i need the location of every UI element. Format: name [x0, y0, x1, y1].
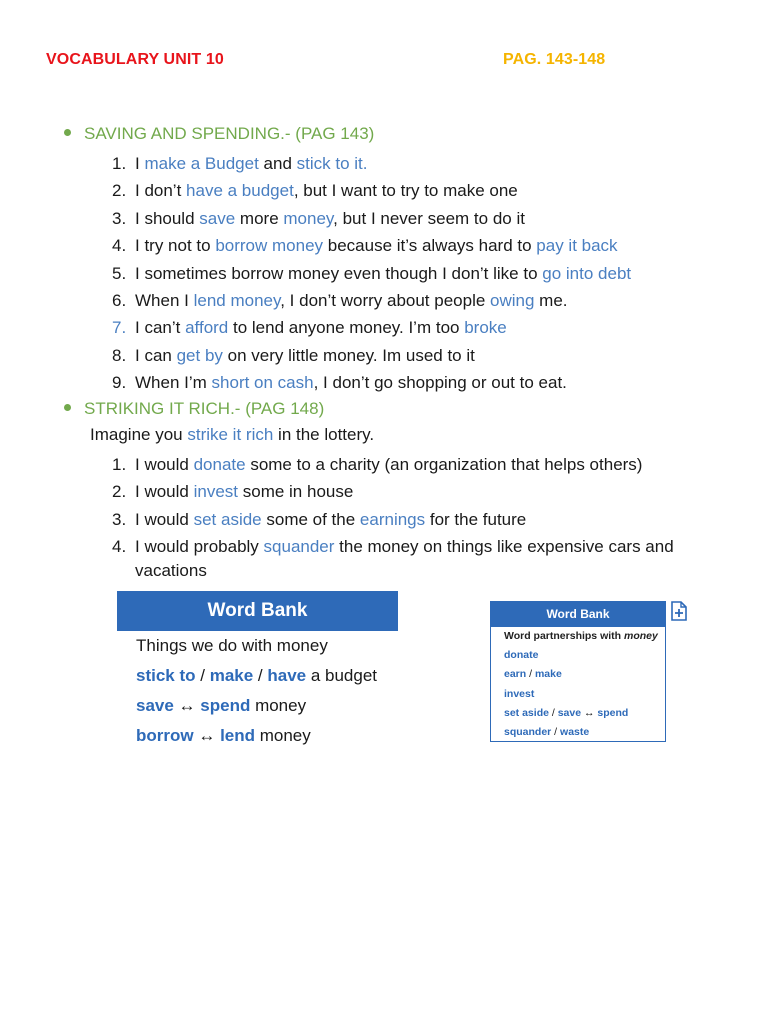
text-segment: I sometimes borrow money even though I don’t like to — [135, 263, 543, 283]
vocab-term: make — [534, 668, 562, 681]
list-item — [112, 369, 631, 396]
list-item — [112, 260, 631, 287]
word-bank-entry — [117, 691, 398, 721]
vocab-term: make — [209, 666, 254, 685]
item-number: 3. — [112, 509, 127, 529]
list-item — [112, 314, 631, 341]
text-segment: more — [235, 208, 284, 228]
text-segment: ↔ — [581, 706, 598, 719]
text-segment: and — [258, 154, 297, 173]
word-bank-entry — [491, 704, 665, 723]
vocab-term: invest — [504, 687, 535, 700]
word-bank-entry — [491, 685, 665, 704]
word-bank-things-we-do — [117, 591, 398, 751]
text-segment: the money on things like expensive cars and — [334, 537, 674, 557]
text-segment: , but I never seem to do it — [333, 208, 525, 228]
item-number: 4. — [112, 537, 127, 557]
vocab-term: save — [136, 696, 174, 715]
vocab-term: afford — [185, 318, 229, 338]
list-item — [112, 506, 674, 533]
vocab-term: stick to — [136, 666, 196, 685]
vocab-term: strike it rich — [187, 425, 274, 444]
word-bank-partnerships — [490, 601, 666, 742]
list-item — [112, 478, 674, 505]
item-number: 9. — [112, 373, 127, 393]
vocab-term: short on cash — [211, 373, 314, 393]
vocab-term: owing — [490, 290, 535, 310]
list-item — [112, 451, 674, 478]
striking-list — [112, 451, 674, 561]
text-segment: for the future — [425, 509, 527, 529]
list-item — [112, 287, 631, 314]
text-segment: , I don’t go shopping or out to eat. — [313, 373, 567, 393]
vocab-term: broke — [464, 318, 507, 338]
vocab-term: pay it back — [536, 236, 618, 256]
list-item — [112, 205, 631, 232]
text-segment: Imagine you — [90, 425, 188, 444]
page-range: PAG. 143-148 — [503, 51, 606, 68]
text-segment: / — [253, 666, 268, 685]
vocab-term: waste — [560, 725, 590, 738]
word-bank-entry — [491, 665, 665, 684]
text-segment: because it’s always hard to — [323, 236, 537, 256]
text-segment: in the lottery. — [273, 425, 375, 444]
vocab-term: set aside — [504, 706, 549, 719]
item-number: 1. — [112, 154, 127, 173]
list-item — [112, 533, 674, 560]
text-segment: me. — [534, 290, 568, 310]
item-number: 4. — [112, 236, 127, 256]
text-segment: some to a charity (an organization that helps others) — [245, 455, 643, 474]
vocab-term: save — [557, 706, 582, 719]
text-segment: money — [250, 696, 307, 715]
text-segment: I try not to — [135, 236, 216, 256]
item-number: 7. — [112, 318, 127, 338]
vocab-term: money — [283, 208, 334, 228]
vocab-term: earnings — [359, 509, 426, 529]
vocab-term: squander — [504, 725, 552, 738]
text-segment: I would — [135, 455, 194, 474]
vocab-term: invest — [193, 482, 239, 502]
document-title: VOCABULARY UNIT 10 — [46, 51, 224, 68]
word-bank-entry — [491, 723, 665, 742]
text-segment: I can’t — [135, 318, 186, 338]
text-segment: I — [135, 154, 145, 173]
text-segment: ↔ — [193, 726, 221, 745]
vocab-term: set aside — [193, 509, 262, 529]
vocab-term: squander — [263, 537, 335, 557]
word-bank-subtitle: Word partnerships with money — [504, 630, 658, 642]
list-item — [112, 342, 631, 369]
item-number: 1. — [112, 455, 127, 474]
bullet-icon — [64, 129, 71, 136]
vocab-term: borrow — [136, 726, 194, 745]
item-number: 5. — [112, 263, 127, 283]
item-number: 6. — [112, 290, 127, 310]
text-segment: I should — [135, 208, 200, 228]
vocab-term: have a budget — [186, 181, 294, 201]
text-segment: I would — [135, 482, 194, 502]
word-bank-entry — [117, 721, 398, 751]
text-segment: , but I want to try to make one — [293, 181, 518, 201]
vocab-term: lend — [220, 726, 256, 745]
saving-list — [112, 150, 631, 397]
item-number: 3. — [112, 208, 127, 228]
striking-intro — [90, 425, 374, 445]
section-heading-saving: SAVING AND SPENDING.- (PAG 143) — [64, 124, 374, 144]
text-segment: some in house — [238, 482, 354, 502]
vocab-term: earn — [504, 668, 527, 681]
text-segment: I can — [135, 345, 177, 365]
item-number: 2. — [112, 181, 127, 201]
vocab-term: donate — [504, 649, 539, 662]
text-segment: I don’t — [135, 181, 187, 201]
vocab-term: make a Budget — [144, 154, 259, 173]
text-segment: , I don’t worry about people — [280, 290, 491, 310]
vocab-term: borrow money — [215, 236, 324, 256]
text-segment: / — [548, 706, 558, 719]
word-bank-title: Word Bank — [491, 602, 665, 627]
text-segment: I would probably — [135, 537, 264, 557]
text-segment: a budget — [306, 666, 378, 685]
word-bank-subtitle: Things we do with money — [136, 636, 328, 655]
item-number: 2. — [112, 482, 127, 502]
text-segment: When I’m — [135, 373, 212, 393]
text-segment: / — [526, 668, 535, 681]
text-segment: some of the — [261, 509, 360, 529]
word-bank-entry — [117, 661, 398, 691]
vocab-term: go into debt — [542, 263, 632, 283]
text-segment: money — [255, 726, 311, 745]
text-segment: to lend anyone money. I’m too — [228, 318, 465, 338]
word-bank-entry — [491, 646, 665, 665]
vocab-term: donate — [193, 455, 246, 474]
section-heading-striking: STRIKING IT RICH.- (PAG 148) — [64, 399, 324, 419]
vocab-term: stick to it. — [296, 154, 368, 173]
text-segment: on very little money. Im used to it — [222, 345, 475, 365]
word-bank-title: Word Bank — [117, 591, 398, 631]
list-continuation: vacations — [135, 561, 207, 580]
add-document-icon[interactable] — [671, 601, 687, 621]
vocab-term: lend money — [193, 290, 281, 310]
vocab-term: save — [199, 208, 236, 228]
list-item — [112, 232, 631, 259]
text-segment: I would — [135, 509, 194, 529]
bullet-icon — [64, 404, 71, 411]
text-segment: / — [551, 725, 561, 738]
list-item — [112, 177, 631, 204]
list-item — [112, 150, 631, 177]
vocab-term: get by — [176, 345, 223, 365]
text-segment: When I — [135, 290, 194, 310]
vocab-term: have — [267, 666, 307, 685]
text-segment: / — [195, 666, 210, 685]
vocab-term: spend — [200, 696, 251, 715]
text-segment: ↔ — [173, 696, 201, 715]
item-number: 8. — [112, 345, 127, 365]
vocab-term: spend — [597, 706, 629, 719]
